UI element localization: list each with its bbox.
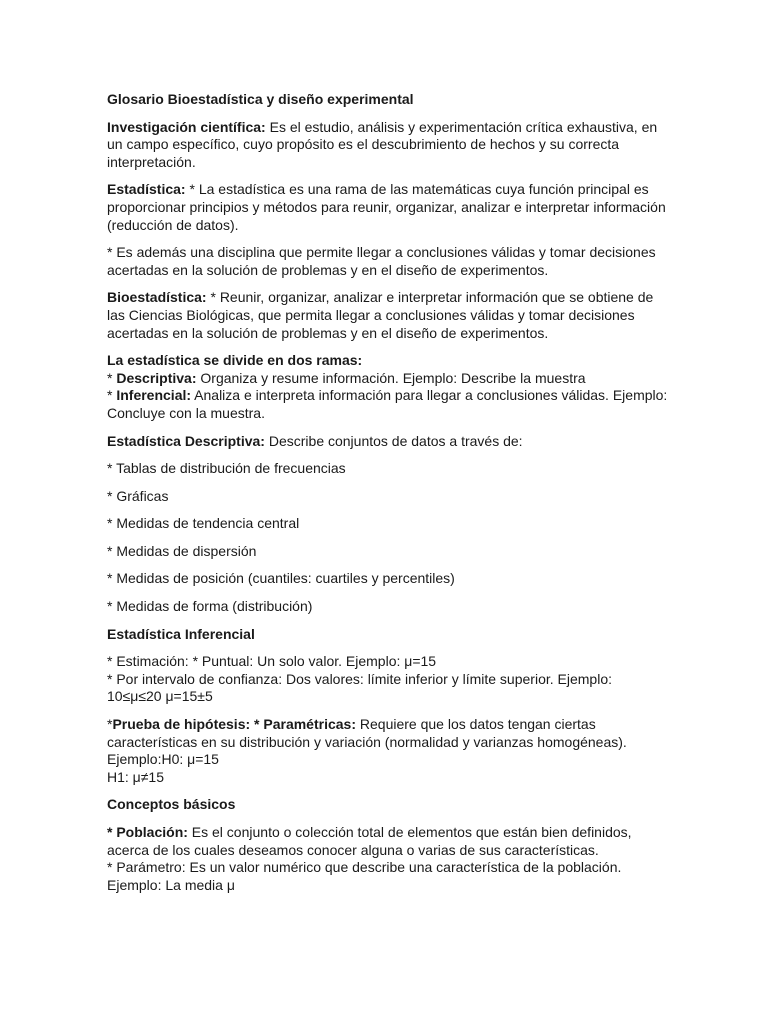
ramas-section: La estadística se divide en dos ramas: * Descriptiva: Organiza y resume información. Ejemplo: Describe la muestra * Inferencial: Analiza e interpreta información para llegar a conclusiones válidas. Ejemplo: Concluye con la muestra.: [107, 352, 668, 421]
definition-text: * Reunir, organizar, analizar e interpretar información que se obtiene de las Ciencias Biológicas, que permita llegar a conclusiones válidas y tomar decisiones acertadas en la solución de problemas y en el diseño de experimentos.: [107, 289, 654, 341]
definition-text: Requiere que los datos tengan ciertas características en su distribución y variación (normalidad y varianzas homogéneas).: [107, 716, 627, 750]
definition-descriptiva: [107, 433, 668, 451]
term-label: Investigación científica:: [107, 118, 266, 135]
term-label: Bioestadística:: [107, 289, 207, 306]
term-label: Prueba de hipótesis: * Paramétricas:: [112, 716, 356, 733]
definition-estadistica: [107, 181, 668, 234]
prueba-hipotesis-block: *Prueba de hipótesis: * Paramétricas: Requiere que los datos tengan ciertas características en su distribución y variación (normalidad y varianzas homogéneas). Ejemplo:H0: μ=15 H1: μ≠15: [107, 716, 627, 785]
estadistica-extra: * Es además una disciplina que permite llegar a conclusiones válidas y tomar decisiones acertadas en la solución de problemas y en el diseño de experimentos.: [107, 244, 656, 278]
definition-investigacion: [107, 119, 668, 172]
list-item: * Tablas de distribución de frecuencias: [107, 460, 346, 477]
list-item: * Medidas de posición (cuantiles: cuartiles y percentiles): [107, 570, 455, 587]
list-item: * Gráficas: [107, 487, 169, 504]
list-item: * Medidas de dispersión: [107, 542, 257, 559]
definition-text: Organiza y resume información. Ejemplo: Describe la muestra: [196, 369, 586, 386]
term-label: Estadística Descriptiva:: [107, 432, 265, 449]
definition-text: Describe conjuntos de datos a través de:: [264, 432, 523, 449]
term-label: Descriptiva:: [116, 369, 197, 386]
document-title: Glosario Bioestadística y diseño experimental: [107, 91, 414, 107]
term-label: Estadística:: [107, 181, 186, 198]
term-label: Población:: [116, 824, 188, 840]
definition-text: Analiza e interpreta información para llegar a conclusiones válidas. Ejemplo: Concluye con la muestra.: [107, 387, 668, 421]
definition-text: * La estadística es una rama de las matemáticas cuya función principal es proporcionar principios y métodos para reunir, organizar, analizar e interpretar información (reducción de datos).: [107, 181, 666, 233]
definition-bioestadistica: [107, 289, 668, 342]
conceptos-block: * Población: Es el conjunto o colección total de elementos que están bien definidos, acerca de los cuales deseamos conocer alguna o varias de sus características. * Parámetro: Es un valor numérico que describe una característica de la población. Ejemplo: La media μ: [107, 824, 632, 893]
definition-text: Es el conjunto o colección total de elementos que están bien definidos, acerca de los cuales deseamos conocer alguna o varias de sus características.: [107, 824, 632, 858]
section-heading-conceptos: Conceptos básicos: [107, 796, 236, 813]
section-heading-inferencial: Estadística Inferencial: [107, 625, 255, 642]
term-label: Inferencial:: [116, 387, 192, 404]
definition-text: Es el estudio, análisis y experimentación crítica exhaustiva, en un campo específico, cuyo propósito es el descubrimiento de hechos y su correcta interpretación.: [107, 118, 658, 170]
estimacion-block: * Estimación: * Puntual: Un solo valor. Ejemplo: μ=15 * Por intervalo de confianza: Dos valores: límite inferior y límite superior. Ejemplo: 10≤μ≤20 μ=15±5: [107, 653, 612, 705]
section-heading: La estadística se divide en dos ramas:: [107, 352, 363, 369]
list-item: * Medidas de tendencia central: [107, 515, 300, 532]
list-item: * Medidas de forma (distribución): [107, 598, 313, 615]
